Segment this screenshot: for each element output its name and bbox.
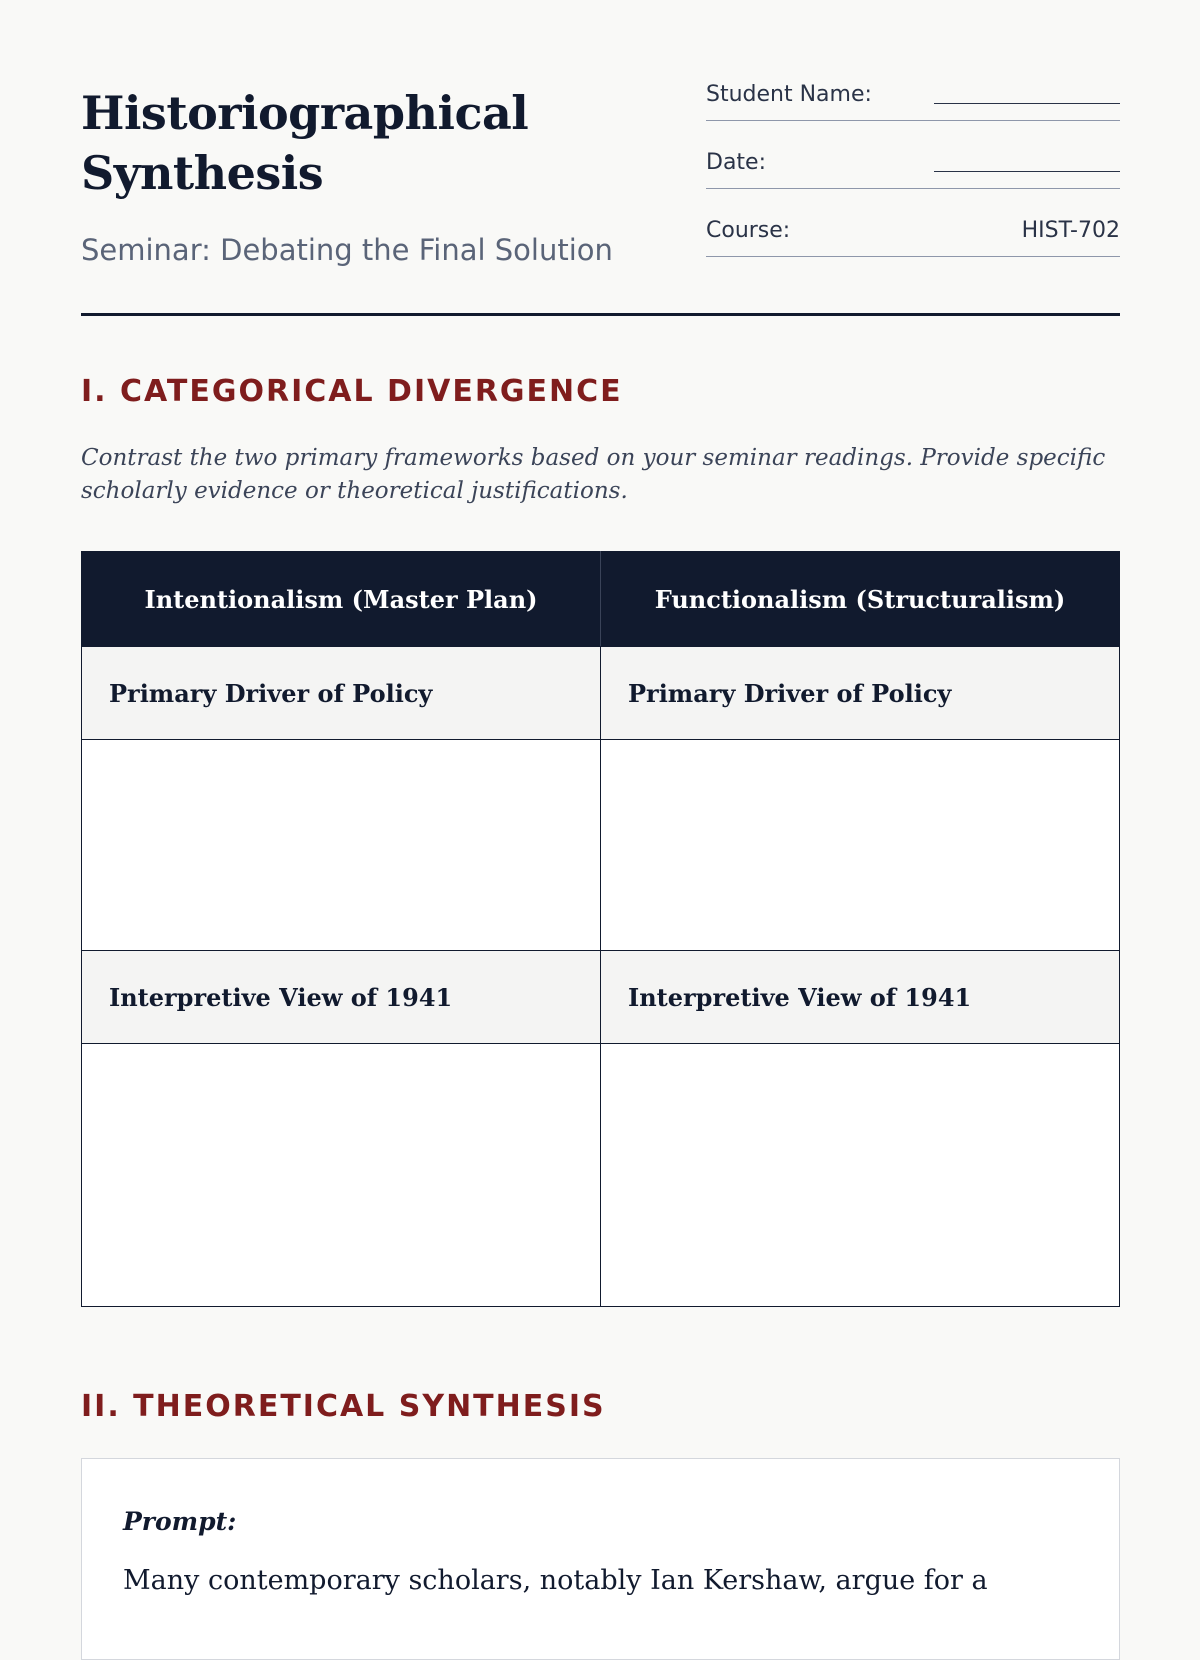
table-header-row [82, 552, 1120, 647]
answer-cell-intentionalism-driver[interactable] [82, 740, 601, 951]
comparison-table [81, 551, 1120, 1307]
table-row [82, 740, 1120, 951]
student-name-field[interactable] [706, 78, 1120, 121]
document-title: Historiographical Synthesis [81, 86, 529, 200]
answer-cell-functionalism-driver[interactable] [601, 740, 1120, 951]
header-divider [81, 313, 1120, 316]
worksheet-page [81, 0, 1120, 1596]
date-field[interactable] [706, 146, 1120, 189]
section-1-instructions: Contrast the two primary frameworks based on your seminar readings. Provide specific scholarly evidence or theoretical justifications. [81, 445, 1106, 504]
row-label-intentionalism-driver: Primary Driver of Policy [82, 647, 601, 740]
section-1-heading: I. CATEGORICAL DIVERGENCE [81, 374, 623, 409]
column-header-functionalism: Functionalism (Structuralism) [601, 552, 1120, 647]
course-label: Course: [706, 218, 791, 243]
answer-cell-intentionalism-1941[interactable] [82, 1044, 601, 1307]
document-subtitle: Seminar: Debating the Final Solution [81, 233, 613, 267]
student-info-fields [706, 78, 1120, 282]
column-header-intentionalism: Intentionalism (Master Plan) [82, 552, 601, 647]
section-2-heading: II. THEORETICAL SYNTHESIS [81, 1389, 606, 1424]
answer-cell-functionalism-1941[interactable] [601, 1044, 1120, 1307]
date-blank-line[interactable] [934, 171, 1120, 172]
course-value: HIST-702 [1021, 218, 1120, 243]
table-row [82, 951, 1120, 1044]
prompt-box [81, 1458, 1120, 1660]
table-row [82, 1044, 1120, 1307]
row-label-intentionalism-1941: Interpretive View of 1941 [82, 951, 601, 1044]
prompt-label: Prompt: [123, 1507, 237, 1536]
row-label-functionalism-1941: Interpretive View of 1941 [601, 951, 1120, 1044]
worksheet-header [81, 0, 1120, 316]
student-name-blank-line[interactable] [934, 103, 1120, 104]
course-field [706, 214, 1120, 257]
table-row [82, 647, 1120, 740]
student-name-label: Student Name: [706, 82, 872, 107]
row-label-functionalism-driver: Primary Driver of Policy [601, 647, 1120, 740]
prompt-text: Many contemporary scholars, notably Ian Kershaw, argue for a [123, 1565, 988, 1596]
date-label: Date: [706, 150, 766, 175]
